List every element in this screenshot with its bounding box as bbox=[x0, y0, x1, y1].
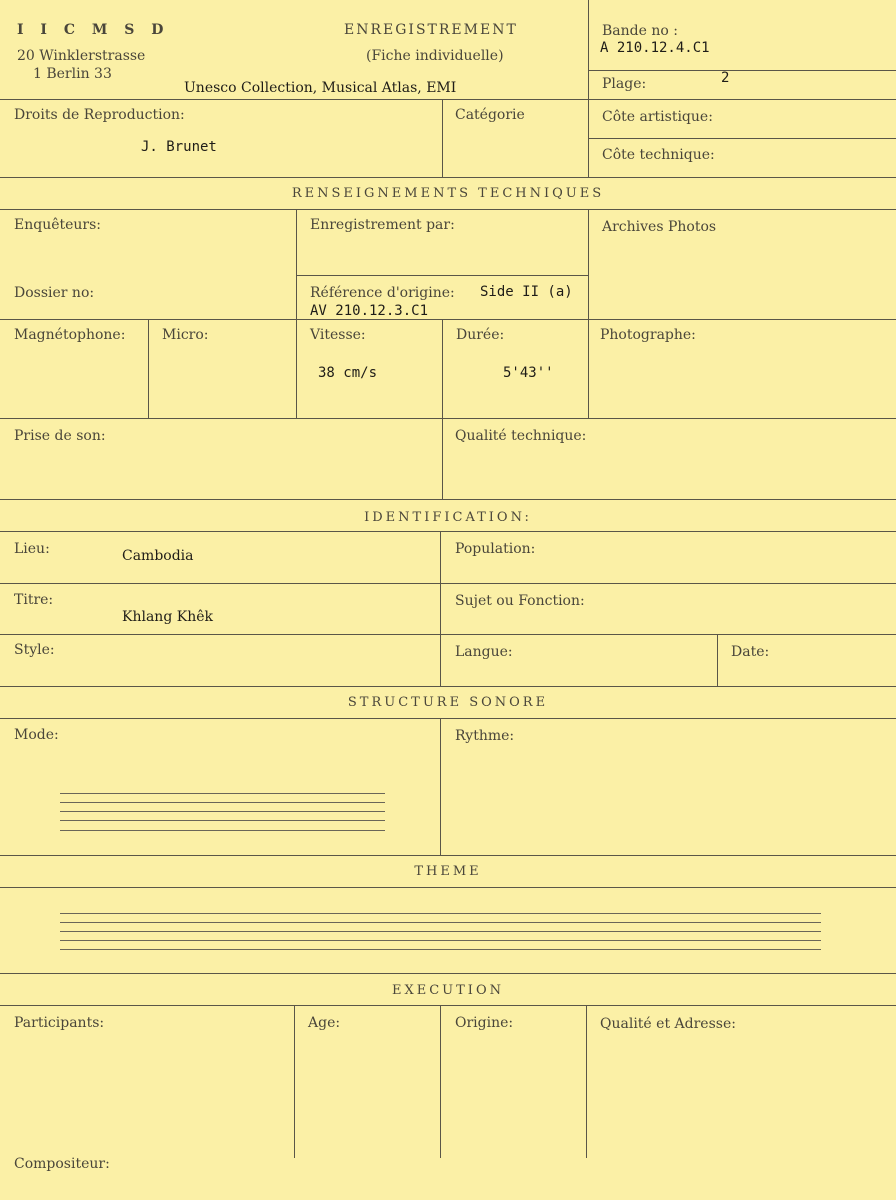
reference-value-code: AV 210.12.3.C1 bbox=[310, 303, 429, 319]
enregistrement-par-label: Enregistrement par: bbox=[310, 217, 455, 233]
rule bbox=[586, 1005, 587, 1158]
magnetophone-label: Magnétophone: bbox=[14, 327, 126, 343]
rule bbox=[0, 583, 896, 584]
vitesse-label: Vitesse: bbox=[310, 327, 366, 343]
rule bbox=[0, 887, 896, 888]
titre-label: Titre: bbox=[14, 592, 54, 608]
rule bbox=[440, 718, 441, 855]
form-subtitle: (Fiche individuelle) bbox=[366, 48, 504, 64]
rule bbox=[0, 177, 896, 178]
categorie-label: Catégorie bbox=[455, 107, 525, 123]
rythme-label: Rythme: bbox=[455, 728, 515, 744]
style-label: Style: bbox=[14, 642, 55, 658]
rule bbox=[0, 718, 896, 719]
rule bbox=[588, 70, 896, 71]
sujet-label: Sujet ou Fonction: bbox=[455, 593, 585, 609]
duree-value: 5'43'' bbox=[503, 365, 554, 381]
rule bbox=[296, 275, 588, 276]
cote-artistique-label: Côte artistique: bbox=[602, 109, 713, 125]
rule bbox=[0, 319, 896, 320]
origine-label: Origine: bbox=[455, 1015, 514, 1031]
rule bbox=[0, 855, 896, 856]
rule bbox=[588, 138, 896, 139]
section-heading-technical: RENSEIGNEMENTS TECHNIQUES bbox=[291, 186, 605, 201]
collection-value: Unesco Collection, Musical Atlas, EMI bbox=[184, 80, 457, 96]
participants-label: Participants: bbox=[14, 1015, 105, 1031]
address-city: 1 Berlin 33 bbox=[33, 66, 112, 82]
address-street: 20 Winklerstrasse bbox=[17, 48, 146, 64]
rule bbox=[0, 499, 896, 500]
lieu-value: Cambodia bbox=[122, 548, 194, 564]
section-heading-theme: THEME bbox=[414, 864, 482, 879]
droits-value: J. Brunet bbox=[141, 139, 217, 155]
rule bbox=[442, 319, 443, 499]
qualite-technique-label: Qualité technique: bbox=[455, 428, 587, 444]
rule bbox=[296, 209, 297, 418]
rule bbox=[0, 686, 896, 687]
lieu-label: Lieu: bbox=[14, 541, 50, 557]
plage-label: Plage: bbox=[602, 76, 647, 92]
population-label: Population: bbox=[455, 541, 536, 557]
rule bbox=[440, 531, 441, 686]
rule bbox=[0, 418, 896, 419]
date-label: Date: bbox=[731, 644, 770, 660]
rule bbox=[0, 209, 896, 210]
rule bbox=[0, 634, 896, 635]
rule bbox=[588, 209, 589, 418]
mode-label: Mode: bbox=[14, 727, 59, 743]
section-heading-structure: STRUCTURE SONORE bbox=[347, 695, 549, 710]
qualite-adresse-label: Qualité et Adresse: bbox=[600, 1016, 736, 1032]
rule bbox=[588, 0, 589, 177]
form-title: ENREGISTREMENT bbox=[344, 22, 518, 38]
plage-value: 2 bbox=[721, 70, 730, 86]
section-heading-execution: EXECUTION bbox=[392, 983, 504, 998]
droits-label: Droits de Reproduction: bbox=[14, 107, 185, 123]
photographe-label: Photographe: bbox=[600, 327, 696, 343]
rule bbox=[0, 99, 896, 100]
enqueteurs-label: Enquêteurs: bbox=[14, 217, 102, 233]
section-heading-identification: IDENTIFICATION: bbox=[364, 510, 532, 525]
reference-value-side: Side II (a) bbox=[480, 284, 573, 300]
cote-technique-label: Côte technique: bbox=[602, 147, 715, 163]
micro-label: Micro: bbox=[162, 327, 209, 343]
rule bbox=[440, 1005, 441, 1158]
compositeur-label: Compositeur: bbox=[14, 1156, 110, 1172]
rule bbox=[0, 531, 896, 532]
rule bbox=[0, 1005, 896, 1006]
rule bbox=[0, 973, 896, 974]
bande-label: Bande no : bbox=[602, 23, 678, 39]
titre-value: Khlang Khêk bbox=[122, 609, 213, 625]
rule bbox=[148, 319, 149, 418]
institute-logo: I I C M S D bbox=[17, 22, 170, 38]
prise-de-son-label: Prise de son: bbox=[14, 428, 106, 444]
reference-label: Référence d'origine: bbox=[310, 285, 455, 301]
rule bbox=[717, 634, 718, 686]
bande-value: A 210.12.4.C1 bbox=[600, 40, 710, 56]
dossier-label: Dossier no: bbox=[14, 285, 95, 301]
archives-photos-label: Archives Photos bbox=[602, 219, 717, 235]
langue-label: Langue: bbox=[455, 644, 513, 660]
vitesse-value: 38 cm/s bbox=[318, 365, 378, 381]
age-label: Age: bbox=[308, 1015, 341, 1031]
duree-label: Durée: bbox=[456, 327, 505, 343]
rule bbox=[442, 99, 443, 177]
rule bbox=[294, 1005, 295, 1158]
